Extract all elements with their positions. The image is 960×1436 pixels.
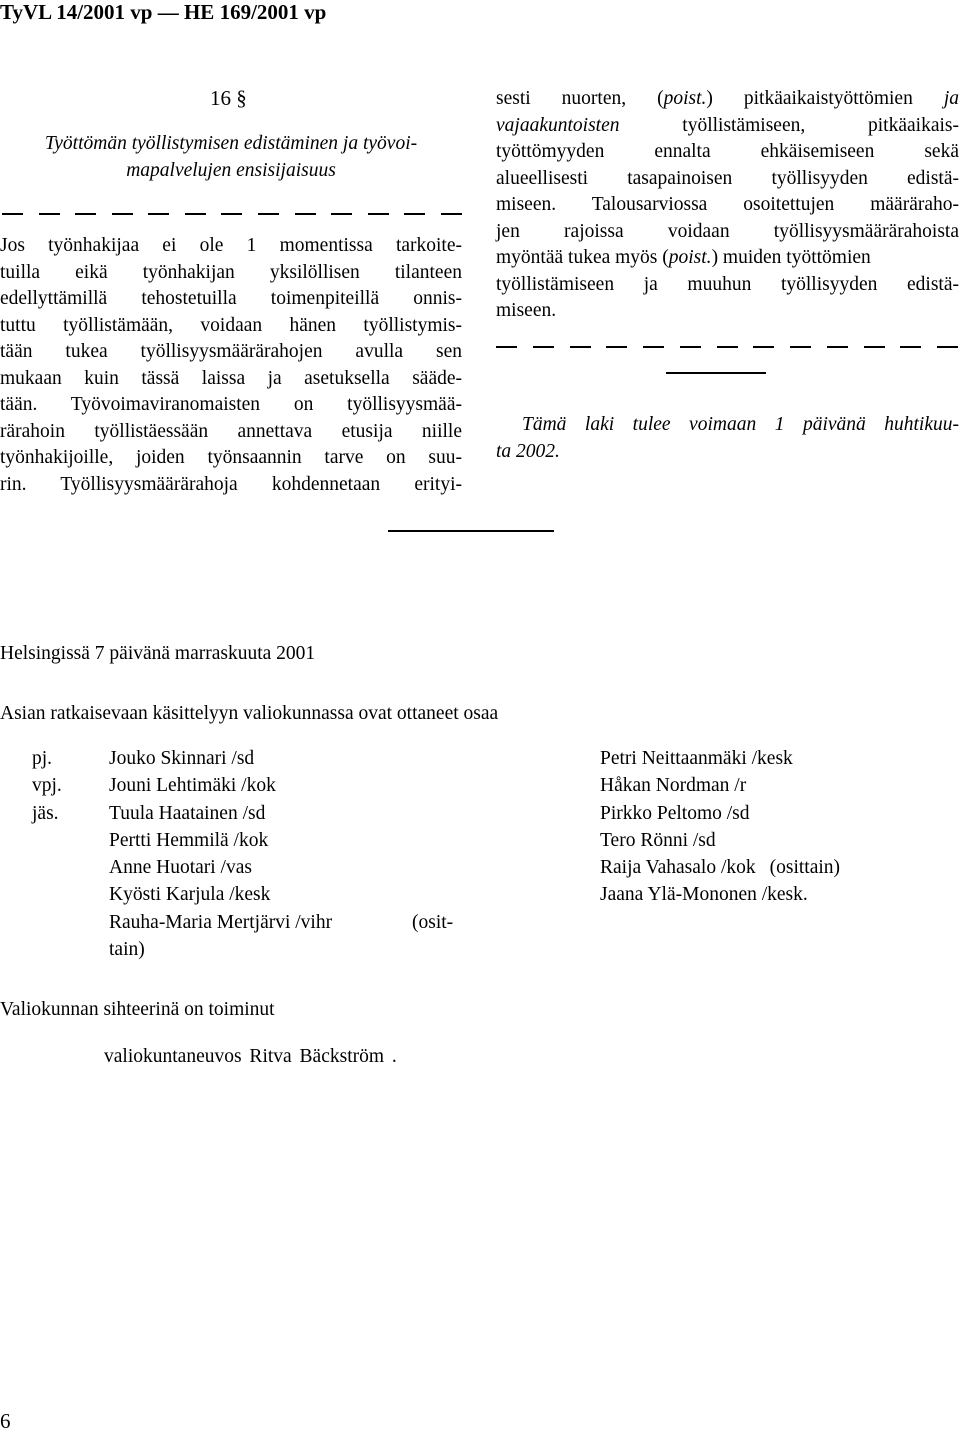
paragraph-line: myöntää tukea myös (poist.) muiden työttömien xyxy=(496,247,871,268)
left-paragraph xyxy=(0,233,462,498)
paragraph-line: työllistämiseen ja muuhun työllisyyden edistä- xyxy=(496,273,959,295)
section-title xyxy=(0,131,462,184)
entry-into-force xyxy=(496,412,959,465)
paragraph-line: työnhakijoille, joiden työnsaannin tarve on suu- xyxy=(0,447,462,468)
page-number: 6 xyxy=(0,1409,11,1433)
section-number: 16 § xyxy=(210,86,247,110)
member-row: jäs. Tuula Haatainen /sd xyxy=(32,802,266,824)
paragraph-line: Jos työnhakijaa ei ole 1 momentissa tarkoite- xyxy=(0,235,462,256)
member-note: (osittain) xyxy=(769,857,841,879)
paragraph-line: mukaan kuin tässä laissa ja asetuksella sääde- xyxy=(0,367,462,389)
member-row: Pertti Hemmilä /kok xyxy=(109,829,269,851)
place-and-date: Helsingissä 7 päivänä marraskuuta 2001 xyxy=(0,643,316,664)
member-row: Jaana Ylä-Mononen /kesk. xyxy=(600,884,808,906)
section-end-rule xyxy=(666,372,766,374)
member-row: vpj. Jouni Lehtimäki /kok xyxy=(32,775,276,797)
paragraph-line: tään. Työvoimaviranomaisten on työllisyysmää- xyxy=(0,394,462,415)
members-list-right xyxy=(600,745,840,909)
participants-intro: Asian ratkaisevaan käsittelyyn valiokunnassa ovat ottaneet osaa xyxy=(0,703,499,724)
paragraph-line: miseen. xyxy=(496,300,557,321)
member-note: (osit- xyxy=(412,911,454,933)
paragraph-line: työttömyyden ennalta ehkäisemiseen sekä xyxy=(496,141,959,162)
section-title-line-1: Työttömän työllistymisen edistäminen ja työvoi- xyxy=(44,133,418,154)
member-row: Kyösti Karjula /kesk xyxy=(109,884,271,906)
paragraph-line: miseen. Talousarviossa osoitettujen määräraho- xyxy=(496,194,959,215)
paragraph-line: sesti nuorten, (poist.) pitkäaikaistyöttömien ja xyxy=(496,88,959,109)
secretary-name: valiokuntaneuvos Ritva Bäckström . xyxy=(104,1046,397,1067)
member-row: Petri Neittaanmäki /kesk xyxy=(600,748,793,769)
member-row: Pirkko Peltomo /sd xyxy=(600,802,750,824)
member-row: Raija Vahasalo /kok (osittain) xyxy=(600,857,841,879)
members-list-left xyxy=(32,745,472,963)
secretary-intro: Valiokunnan sihteerinä on toiminut xyxy=(0,999,275,1020)
paragraph-line: tään tukea työllisyysmäärärahojen avulla sen xyxy=(0,341,462,362)
paragraph-line: alueellisesti tasapainoisen työllisyyden edistä- xyxy=(496,167,959,189)
paragraph-line: jen rajoissa voidaan työllisyysmäärärahoista xyxy=(496,220,959,242)
entry-into-force-line-1: Tämä laki tulee voimaan 1 päivänä huhtikuu- xyxy=(522,414,959,435)
document-header: TyVL 14/2001 vp — HE 169/2001 vp xyxy=(0,0,327,24)
member-row: tain) xyxy=(109,939,145,961)
member-row: pj. Jouko Skinnari /sd xyxy=(32,748,255,769)
omission-dashes-right xyxy=(496,346,958,348)
member-row: Tero Rönni /sd xyxy=(600,829,716,851)
member-row: Rauha-Maria Mertjärvi /vihr (osit- xyxy=(32,909,472,936)
document-end-rule xyxy=(388,530,554,532)
member-row: Håkan Nordman /r xyxy=(600,775,747,797)
entry-into-force-line-2: ta 2002. xyxy=(496,440,560,462)
omission-dashes-left xyxy=(2,213,462,215)
paragraph-line: rin. Työllisyysmäärärahoja kohdennetaan erityi- xyxy=(0,473,462,495)
right-paragraph xyxy=(496,86,959,325)
paragraph-line: tuttu työllistämään, voidaan hänen työllistymis- xyxy=(0,314,462,336)
paragraph-line: edellyttämillä tehostetuilla toimenpiteillä onnis- xyxy=(0,288,462,309)
paragraph-line: rärahoin työllistäessään annettava etusija niille xyxy=(0,420,462,442)
member-row: Anne Huotari /vas xyxy=(109,857,252,879)
paragraph-line: vajaakuntoisten työllistämiseen, pitkäaikais- xyxy=(496,114,959,136)
paragraph-line: tuilla eikä työnhakijan yksilöllisen tilanteen xyxy=(0,261,462,283)
section-title-line-2: mapalvelujen ensisijaisuus xyxy=(126,159,336,181)
